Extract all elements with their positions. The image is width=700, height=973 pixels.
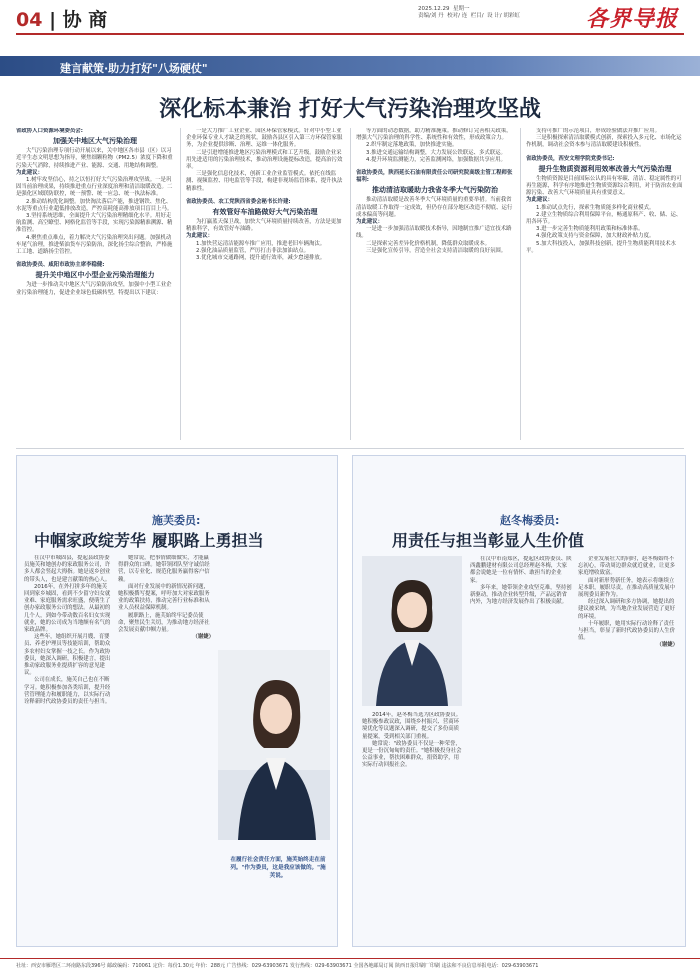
banner-text: 建言献策·助力打好"八场硬仗" — [60, 62, 208, 75]
page-footer: 社址：西安市雁塔区二环南路东段396号 邮政编码：710061 定价：每份1.30元 年价：288元 广告热线：029-63903671 发行热线：029-63903671 全国各地邮局订阅 陕西日报印刷厂印刷 违法和不良信息举报电话：029-63903671 — [0, 958, 700, 973]
profile-1-photo — [218, 650, 330, 840]
top-divider — [16, 33, 684, 35]
profile-2-column-1a: 2014年，赵冬梅当选为区政协委员。她积极参政议政，围绕乡村振兴、营商环境优化等议题深入调研，提交了多份高质量提案，受到相关部门重视。 她常说："政协委员不仅是一种荣誉，更是一份沉甸甸的责任。"她积极投身社会公益事业，帮扶困难群众，捐资助学，用实际行动回报社会。 — [362, 712, 462, 769]
column-divider — [180, 128, 181, 440]
profile-name: 施芙委员: — [152, 514, 201, 527]
masthead-logo: 各界导报 — [585, 6, 678, 32]
article-title: 提升生物质资源利用效率改善大气污染治理 — [538, 164, 672, 173]
profile-2-column-2: 在汉中市南郑区，提起区政协委员、陕西鑫鹏建材有限公司总经理赵冬梅，大家都会说她是一位有情怀、敢担当的企业家。 多年来，她带领企业攻坚克难，坚持创新驱动，推动企业转型升级，产品远销省内外，为地方经济发展作出了积极贡献。 — [470, 556, 572, 606]
section-divider — [16, 448, 684, 449]
profile-headline: 中帼家政绽芳华 履职路上勇担当 — [34, 531, 264, 550]
article-column-2: 一是大力推广工业企业、园区环保管家模式。针对中小型工业企业环保专业人才缺乏的现状，鼓励各县区引入第三方环保管家服务，为企业提供诊断、治理、运维一体化服务。 二是引进增能推进地区污染治理模式和工艺升级。鼓励企业采用先进适用的污染治理技术，推动治理设施提标改造，提高治污效率。 三是强化信息化技术，创新工业企业监管模式。依托在线监测、视频监控、用电监管等手段，构建非现场监管体系，提升执法精准性。 省政协委员、农工党陕西省委会秘书长许建: 有效管好车油路做好大气污染治理 为打赢蓝天保卫战，加快大气环境质量持续改善，方法是更加精准科学，有效管好车油路。 为此建议： 1.加快营运清洁能源车推广应用，推进老旧车辆淘汰。 2.强化油品质量监管，严厉打击非法加油站点。 3.优化城市交通路网，提升通行效率，减少怠速排放。 — [186, 128, 343, 262]
page-number: 04 | 协 商 — [16, 9, 108, 31]
article-title: 有效管好车油路做好大气污染治理 — [212, 208, 318, 217]
issue-meta: 2025.12.29 星期一 责编/刘 丹 校对/ 连 栏目/ 设 计/ 胡彩虹 — [418, 6, 520, 19]
profile-1-column-1: 在汉中市城固县，提起县政协委员施芙和她创办的家政服务公司，许多人都会竖起大拇指。她是返乡创业的带头人，也是建言献策的热心人。 2016年，在外打拼多年的施芙回到家乡城固，看到不少留守妇女就业难、家庭服务需求旺盛，便萌生了创办家政服务公司的想法。从最初的几个人，到如今带动数百名妇女实现就业，她的公司成为当地颇有名气的家政品牌。 这些年，她组织开展月嫂、育婴员、养老护理员等技能培训，帮助众多农村妇女掌握一技之长。作为政协委员，她深入调研，积极建言，提出推动家政服务业提质扩容的意见建议。 公司在成长，施芙自己也在不断学习。她积极参加各类培训，提升经营管理能力和履职能力，以实际行动诠释新时代政协委员的责任与担当。 — [24, 555, 111, 706]
article-column-3: 等方面的动态数据，助力精准施策。推动修订完善相关政策，增强大气污染治理的科学性、系统性和有效性，形成政策合力。 2.织牢制定落地政策，加快推进实施。 3.推进交通运输结构调整，大力发展公铁联运、多式联运。 4.提升环境监测能力，完善监测网络，加强数据共享应用。 省政协委员，陕西延长石油有限责任公司研究院高级主管工程师张福利: 推动清洁取暖助力我省冬季大气污染防治 推动清洁取暖是改善冬季大气环境质量的重要举措。当前我省清洁取暖工作取得一定成效，但仍存在部分地区改造不彻底、运行成本偏高等问题。 为此建议： 一是进一步加强清洁取暖技术指导，因地制宜推广适宜技术路线。 二是探索完善差异化价格机制，降低群众取暖成本。 三是强化宣传引导，营造全社会支持清洁取暖的良好氛围。 — [356, 128, 513, 254]
profile-name: 赵冬梅委员: — [500, 514, 560, 527]
profile-2-column-3: 企业发展壮大的同时，赵冬梅始终不忘初心，带动周边群众就近就业，让更多家庭增收致富。 面对新形势新任务，她表示将继续立足本职，履职尽责，在推动高质量发展中展现委员新作为。 经过深入调研和多方协调，她提出的建议被采纳，为当地企业发展营造了更好的环境。 十年履职，她用实际行动诠释了责任与担当，彰显了新时代政协委员的人生价值。 （谢婕） — [578, 556, 678, 649]
article-title: 加强关中地区大气污染治理 — [53, 137, 137, 146]
section-label: 协 商 — [62, 9, 108, 31]
profile-headline: 用责任与担当彰显人生价值 — [392, 531, 585, 550]
article-title: 推动清洁取暖助力我省冬季大气污染防治 — [372, 186, 498, 195]
article-column-4: 支持可推广的示范项目，形成经验做法并推广应用。 三是积极探索清洁取暖模式创新，探索投入多元化、市场化运作机制，调动社会资本参与清洁取暖建设积极性。 省政协委员，西安文理学院党委书记: 提升生物质资源利用效率改善大气污染治理 生物质资源是目前国际公认的具有零碳、清洁、稳定属性的可再生能源，科学有序地推进生物质资源综合利用，对于防治农业面源污染、改善大气环境质量具有重要意义。 为此建议： 1.推动试点先行，探索生物质能多样化商业模式。 2.建立生物质综合利用保障平台，畅通原料产、收、储、运、用各环节。 3.进一步完善生物质能利用政策和标准体系。 4.强化政策支持与资金保障，加大财政补贴力度。 5.加大科技投入，加强科技创新，提升生物质能利用技术水平。 — [526, 128, 683, 254]
profile-1-column-2: 她常说，把事情做细做实，才能赢得群众的口碑。她带领团队坚守诚信经营，以专业化、规范化服务赢得客户信赖。 面对行业发展中的新情况新问题，她积极撰写提案，呼吁加大对家政服务业的政策扶持，推动完善行业标准和从业人员权益保障机制。 履职路上，施芙始终牢记委员使命，聚焦民生关切，为推动地方经济社会发展贡献巾帼力量。 （谢婕） — [118, 555, 214, 641]
column-divider — [350, 128, 351, 440]
article-title: 提升关中地区中小型企业污染治理能力 — [35, 271, 155, 280]
page-headline: 深化标本兼治 打好大气污染治理攻坚战 — [159, 96, 541, 122]
article-column-1: 省政协人口资源环境委员会: 加强关中地区大气污染治理 大气污染治理专项行动开展以来，关中地区各市县（区）以习近平生态文明思想为指导，聚焦细颗粒物（PM2.5）浓度下降和重污染天气消除，持续推进产业、能源、交通、用地结构调整。 为此建议： 1.树牢攻坚信心，持之以恒打好大气污染治理攻坚战。一是巩固当前治理成果，持续推进重点行业深度治理和清洁取暖改造。二是强化区域联防联控，统一预警、统一应急、统一执法标准。 2.推动结构优化调整。加快淘汰落后产能，推进钢铁、焦化、水泥等重点行业超低排放改造，严控高耗能高排放项目盲目上马。 3.坚持系统思维，全面提升大气污染治理精细化水平。用好走航监测、高空瞭望、网格化监管等手段，实现污染源精准溯源、精准管控。 4.聚焦重点难点，着力解决大气污染治理突出问题。加强机动车尾气治理，推进柴油货车污染防治，深化扬尘综合整治，严格施工工地、道路扬尘管控。 省政协委员、咸阳市政协主席李稳健: 提升关中地区中小型企业污染治理能力 为进一步推动关中地区大气污染防治攻坚，加强中小型工业企业污染治理能力，促进企业绿色低碳转型，特提出以下建议： — [16, 128, 173, 296]
profile-1-quote: 在履行社会责任方面，施芙始终走在前列。"作为委员，这是我应该做的。"施芙说。 — [230, 857, 326, 879]
profile-2-photo — [362, 556, 462, 706]
column-divider — [520, 128, 521, 440]
